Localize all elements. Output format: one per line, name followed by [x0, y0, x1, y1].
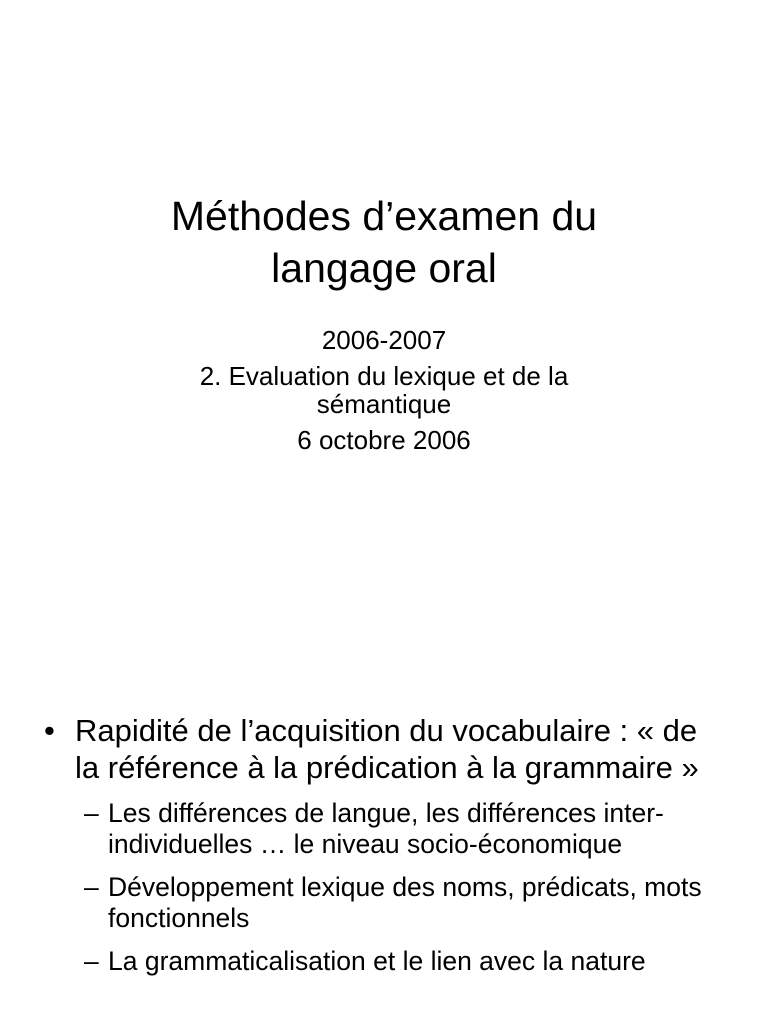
bullet-list [0, 712, 768, 977]
bullet-marker: • [44, 713, 55, 748]
sub-bullet-marker: – [84, 798, 99, 828]
sub-bullet-item [75, 798, 728, 860]
sub-bullet-text: Développement lexique des noms, prédicats, mots fonctionnels [108, 872, 702, 933]
sub-bullet-text: La grammaticalisation et le lien avec la nature [108, 946, 646, 976]
sub-bullet-text: Les différences de langue, les différences inter-individuelles … le niveau socio-économique [108, 798, 664, 859]
subtitle-date: 6 octobre 2006 [297, 425, 471, 455]
bullet-item [0, 712, 768, 977]
slide-title-line-2: langage oral [271, 245, 497, 291]
sub-bullet-list [0, 798, 728, 977]
slide-title-line-1: Méthodes d’examen du [170, 193, 598, 239]
sub-bullet-marker: – [84, 946, 99, 976]
subtitle-topic-line-1: 2. Evaluation du lexique et de la [199, 361, 569, 391]
content-slide [0, 700, 768, 1024]
sub-bullet-item [75, 872, 728, 934]
bullet-text: Rapidité de l’acquisition du vocabulaire : « de la référence à la prédication à la grammaire » [75, 713, 699, 785]
subtitle-year: 2006-2007 [321, 325, 447, 355]
subtitle-topic-line-2: sémantique [316, 389, 452, 419]
slide-subtitle [0, 326, 768, 454]
sub-bullet-item [75, 946, 728, 977]
slide-title [0, 190, 768, 294]
sub-bullet-marker: – [84, 872, 99, 902]
